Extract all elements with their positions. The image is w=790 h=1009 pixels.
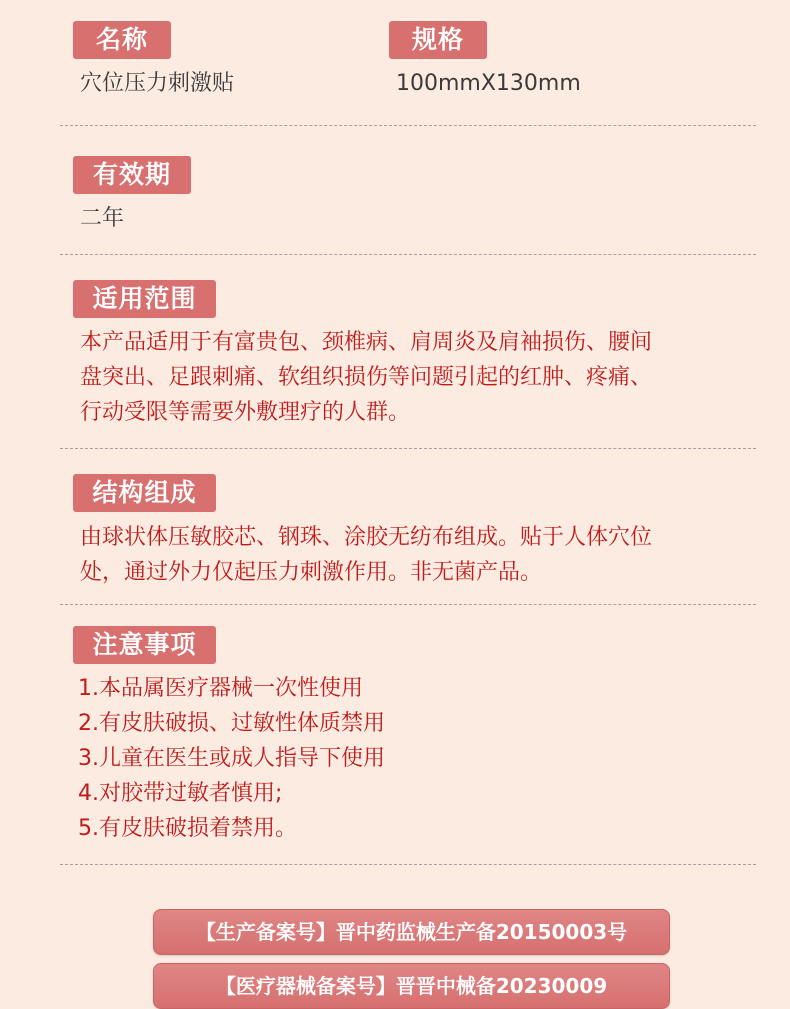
divider	[60, 125, 756, 126]
divider	[60, 254, 756, 255]
name-value: 穴位压力刺激贴	[80, 71, 235, 96]
divider	[60, 604, 756, 605]
validity-value: 二年	[80, 206, 125, 231]
notes-item: 4.对胶带过敏者慎用;	[78, 781, 283, 806]
scope-line: 本产品适用于有富贵包、颈椎病、肩周炎及肩袖损伤、腰间	[80, 330, 653, 355]
scope-line: 盘突出、足跟刺痛、软组织损伤等问题引起的红肿、疼痛、	[80, 365, 653, 390]
spec-value: 100mmX130mm	[396, 71, 581, 96]
divider	[60, 864, 756, 865]
structure-label: 结构组成	[73, 474, 216, 512]
scope-label: 适用范围	[73, 280, 216, 318]
device-filing-badge: 【医疗器械备案号】晋晋中械备20230009	[153, 963, 670, 1009]
structure-line: 由球状体压敏胶芯、钢珠、涂胶无纺布组成。贴于人体穴位	[80, 525, 653, 550]
notes-label: 注意事项	[73, 626, 216, 664]
validity-label: 有效期	[73, 156, 191, 194]
structure-line: 处，通过外力仅起压力刺激作用。非无菌产品。	[80, 560, 543, 585]
divider	[60, 448, 756, 449]
notes-item: 1.本品属医疗器械一次性使用	[78, 676, 363, 701]
notes-item: 5.有皮肤破损着禁用。	[78, 816, 297, 841]
scope-line: 行动受限等需要外敷理疗的人群。	[80, 400, 411, 425]
production-filing-badge: 【生产备案号】晋中药监械生产备20150003号	[153, 909, 670, 955]
notes-item: 3.儿童在医生或成人指导下使用	[78, 746, 385, 771]
name-label: 名称	[73, 21, 171, 59]
spec-label: 规格	[389, 21, 487, 59]
notes-item: 2.有皮肤破损、过敏性体质禁用	[78, 711, 385, 736]
